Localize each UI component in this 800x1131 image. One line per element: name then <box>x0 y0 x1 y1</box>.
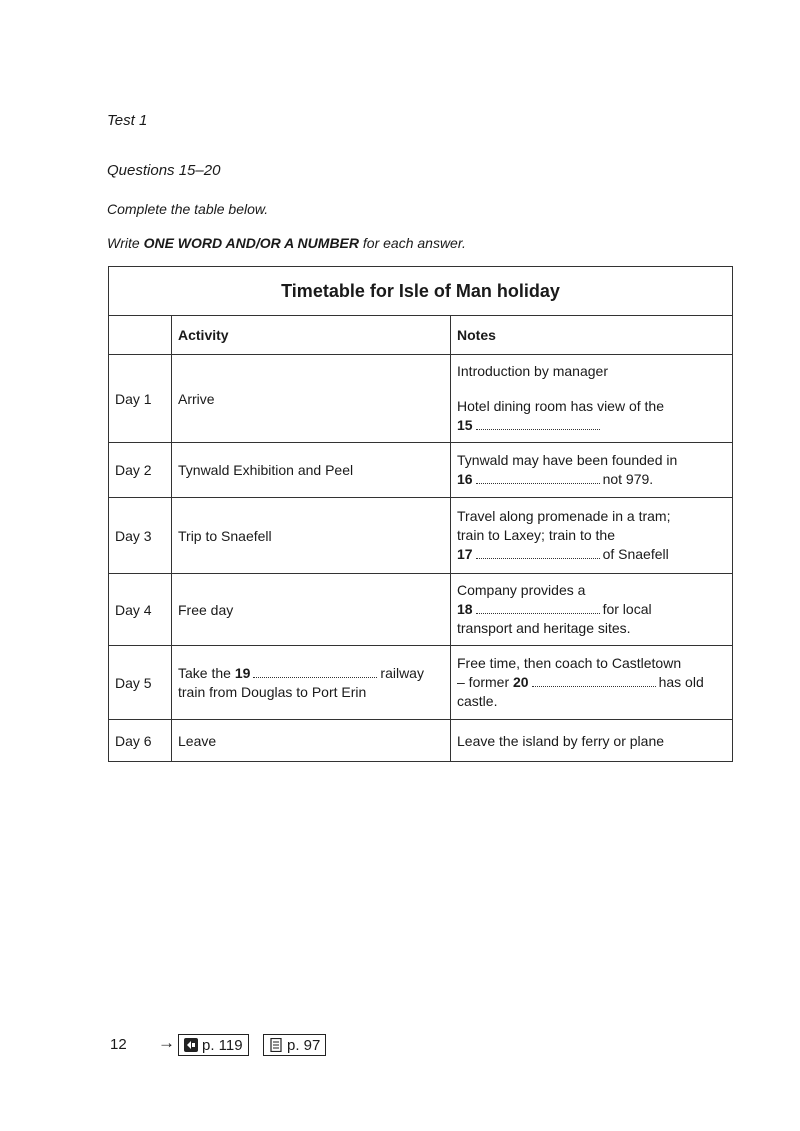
note-after: has old <box>658 674 704 690</box>
table-row <box>109 646 733 720</box>
day-cell: Day 1 <box>109 355 172 443</box>
audio-script-icon <box>184 1038 198 1052</box>
ref-label: p. 119 <box>202 1036 243 1054</box>
activity-cell: Tynwald Exhibition and Peel <box>172 443 451 498</box>
activity-prefix: Take the <box>178 664 231 681</box>
answer-key-icon <box>269 1038 283 1052</box>
answer-key-reference[interactable] <box>263 1034 326 1056</box>
answer-blank-19[interactable] <box>253 675 377 678</box>
ref-label: p. 97 <box>287 1036 321 1054</box>
note-line: Tynwald may have been founded in <box>457 452 678 468</box>
questions-label: Questions 15–20 <box>107 162 221 179</box>
note-line: Free time, then coach to Castletown <box>457 655 682 671</box>
activity-cell <box>172 646 451 720</box>
question-number: 15 <box>457 417 473 433</box>
notes-cell <box>451 355 733 443</box>
question-number: 18 <box>457 601 473 617</box>
question-number: 16 <box>457 471 473 487</box>
table-row <box>109 355 733 443</box>
notes-cell <box>451 646 733 720</box>
note-after: not 979. <box>602 471 654 487</box>
notes-cell <box>451 498 733 574</box>
timetable <box>108 266 733 762</box>
answer-blank-17[interactable] <box>476 556 600 559</box>
instruction-suffix: for each answer. <box>359 235 466 251</box>
note-line: Travel along promenade in a tram; <box>457 508 671 524</box>
day-cell: Day 2 <box>109 443 172 498</box>
instruction-write <box>107 235 466 251</box>
arrow-icon: → <box>158 1033 175 1052</box>
instruction-complete: Complete the table below. <box>107 201 269 217</box>
notes-cell: Leave the island by ferry or plane <box>451 720 733 762</box>
table-title: Timetable for Isle of Man holiday <box>109 267 733 316</box>
table-row <box>109 498 733 574</box>
activity-cell: Free day <box>172 574 451 646</box>
answer-blank-16[interactable] <box>476 481 600 484</box>
note-line: transport and heritage sites. <box>457 620 631 636</box>
activity-after: railway <box>380 664 424 681</box>
header-notes: Notes <box>451 316 733 355</box>
note-line: Company provides a <box>457 582 586 598</box>
answer-blank-18[interactable] <box>476 611 600 614</box>
question-number: 17 <box>457 546 473 562</box>
note-line: Introduction by manager <box>457 363 608 379</box>
question-number: 19 <box>234 664 251 681</box>
notes-cell <box>451 574 733 646</box>
notes-cell <box>451 443 733 498</box>
test-label: Test 1 <box>107 112 148 129</box>
activity-cell: Trip to Snaefell <box>172 498 451 574</box>
note-after: of Snaefell <box>602 546 669 562</box>
note-line: train to Laxey; train to the <box>457 527 615 543</box>
table-row <box>109 443 733 498</box>
day-cell: Day 3 <box>109 498 172 574</box>
note-after: for local <box>602 601 652 617</box>
question-number: 20 <box>513 674 529 690</box>
activity-line: train from Douglas to Port Erin <box>178 683 367 700</box>
day-cell: Day 4 <box>109 574 172 646</box>
note-line: – former <box>457 674 510 690</box>
audio-script-reference[interactable] <box>178 1034 249 1056</box>
answer-blank-15[interactable] <box>476 427 600 430</box>
header-day <box>109 316 172 355</box>
day-cell: Day 6 <box>109 720 172 762</box>
instruction-bold: ONE WORD AND/OR A NUMBER <box>143 235 359 251</box>
header-activity: Activity <box>172 316 451 355</box>
note-line: Hotel dining room has view of the <box>457 398 664 414</box>
table-row <box>109 720 733 762</box>
note-line: castle. <box>457 693 498 709</box>
activity-cell: Leave <box>172 720 451 762</box>
day-cell: Day 5 <box>109 646 172 720</box>
table-row <box>109 574 733 646</box>
page-number: 12 <box>110 1036 127 1053</box>
activity-cell: Arrive <box>172 355 451 443</box>
answer-blank-20[interactable] <box>532 684 656 687</box>
instruction-prefix: Write <box>107 235 144 251</box>
